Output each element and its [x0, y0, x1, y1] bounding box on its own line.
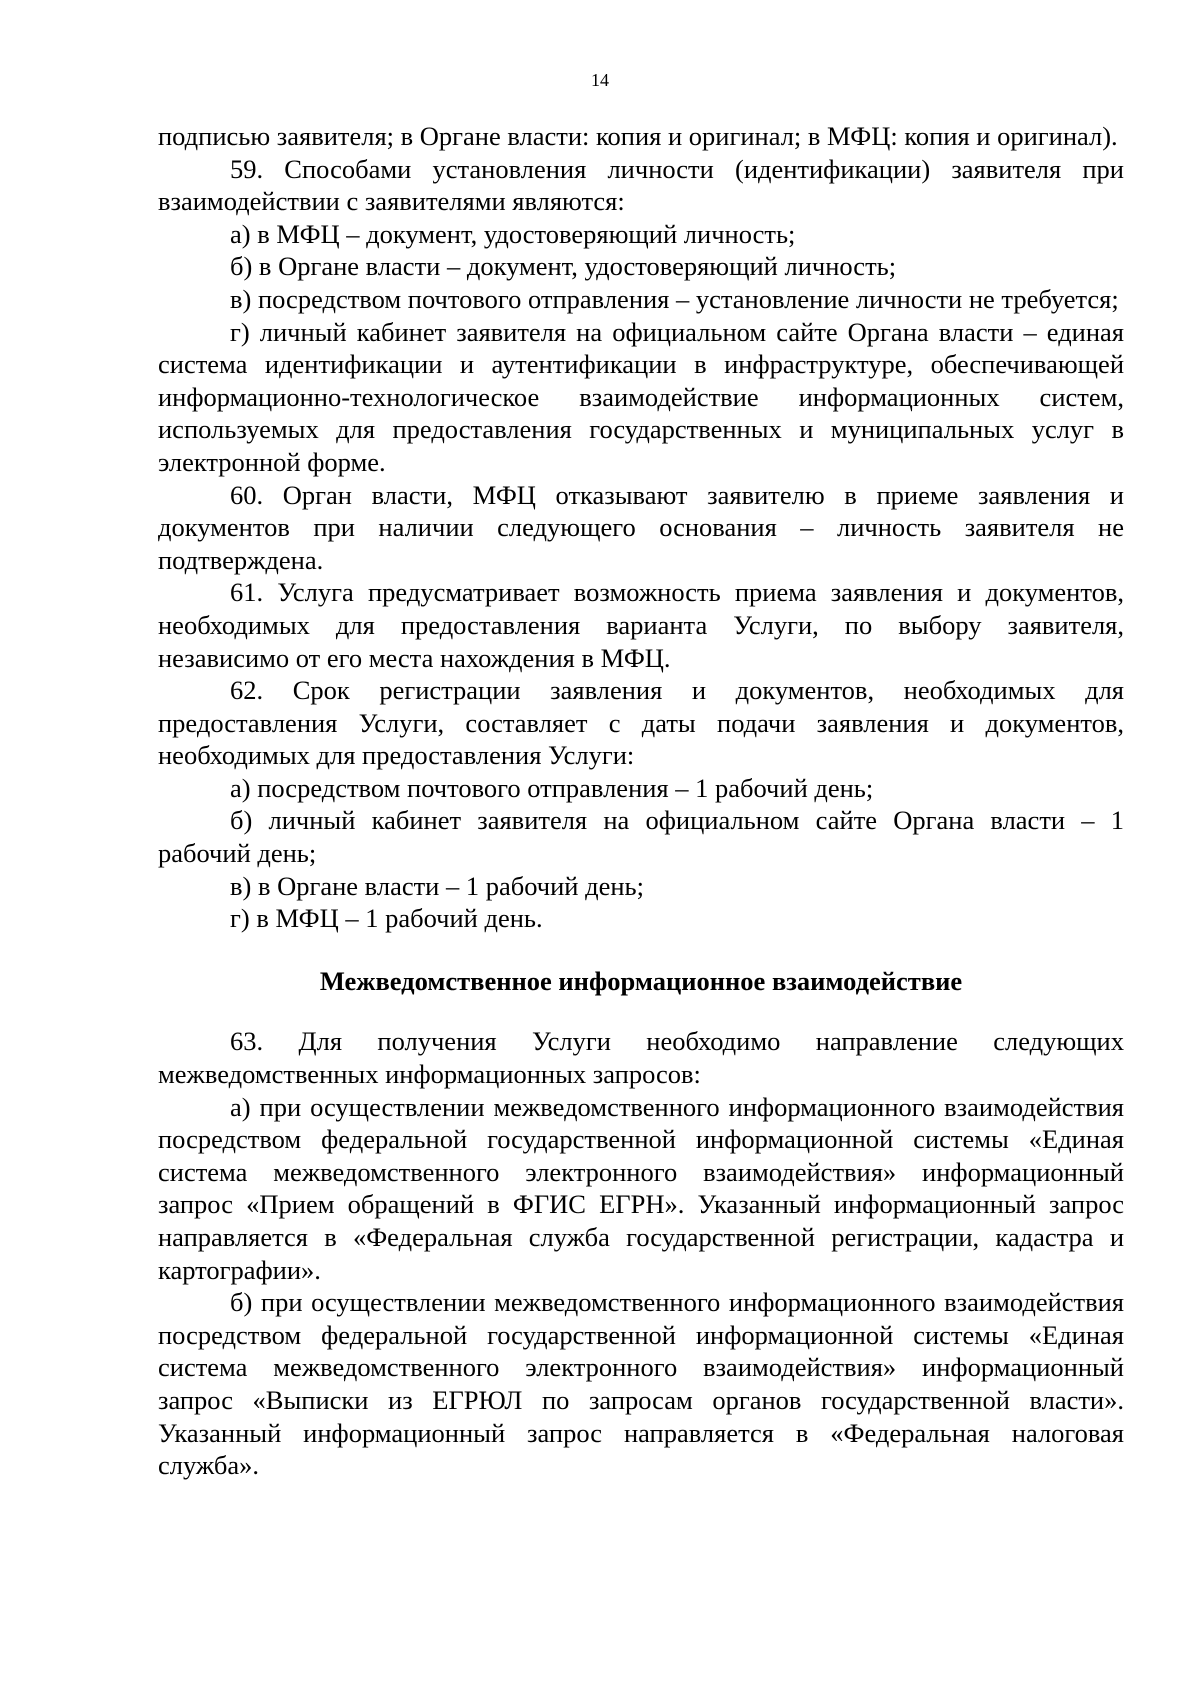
section-heading: Межведомственное информационное взаимодействие — [319, 965, 963, 996]
paragraph-63: 63. Для получения Услуги необходимо направление следующих межведомственных информационных запросов: — [158, 1026, 1124, 1090]
paragraph-61: 61. Услуга предусматривает возможность приема заявления и документов, необходимых для предоставления варианта Услуги, по выбору заявителя, независимо от его места нахождения в МФЦ. — [158, 577, 1124, 673]
paragraph-continuation: подписью заявителя; в Органе власти: копия и оригинал; в МФЦ: копия и оригинал). — [158, 121, 1118, 151]
paragraph-59-item-a: а) в МФЦ – документ, удостоверяющий личность; — [230, 218, 796, 249]
document-body — [158, 120, 1124, 1482]
paragraph-59-item-v: в) посредством почтового отправления – установление личности не требуется; — [230, 283, 1119, 314]
paragraph-59: 59. Способами установления личности (идентификации) заявителя при взаимодействии с заявителями являются: — [158, 153, 1124, 217]
page-number: 14 — [591, 70, 609, 90]
paragraph-63-item-b: б) при осуществлении межведомственного информационного взаимодействия посредством федеральной государственной информационной системы «Единая система межведомственного электронного взаимодействия» информационный запрос «Выписки из ЕГРЮЛ по запросам органов государственной власти». Указанный информационный запрос направляется в «Федеральная налоговая служба». — [158, 1287, 1124, 1481]
paragraph-62: 62. Срок регистрации заявления и документов, необходимых для предоставления Услуги, составляет с даты подачи заявления и документов, необходимых для предоставления Услуги: — [158, 675, 1124, 771]
paragraph-62-item-g: г) в МФЦ – 1 рабочий день. — [230, 903, 543, 934]
paragraph-59-item-g: г) личный кабинет заявителя на официальном сайте Органа власти – единая система идентификации и аутентификации в инфраструктуре, обеспечивающей информационно-технологическое взаимодействие информационных систем, используемых для предоставления государственных и муниципальных услуг в электронной форме. — [158, 316, 1124, 477]
paragraph-63-item-a: а) при осуществлении межведомственного информационного взаимодействия посредством федеральной государственной информационной системы «Единая система межведомственного электронного взаимодействия» информационный запрос «Прием обращений в ФГИС ЕГРН». Указанный информационный запрос направляется в «Федеральная служба государственной регистрации, кадастра и картографии». — [158, 1091, 1124, 1285]
paragraph-62-item-a: а) посредством почтового отправления – 1 рабочий день; — [230, 772, 874, 803]
paragraph-62-item-b: б) личный кабинет заявителя на официальном сайте Органа власти – 1 рабочий день; — [158, 805, 1124, 869]
paragraph-59-item-b: б) в Органе власти – документ, удостоверяющий личность; — [230, 251, 897, 282]
paragraph-60: 60. Орган власти, МФЦ отказывают заявителю в приеме заявления и документов при наличии следующего основания – личность заявителя не подтверждена. — [158, 479, 1124, 575]
paragraph-62-item-v: в) в Органе власти – 1 рабочий день; — [230, 870, 644, 901]
